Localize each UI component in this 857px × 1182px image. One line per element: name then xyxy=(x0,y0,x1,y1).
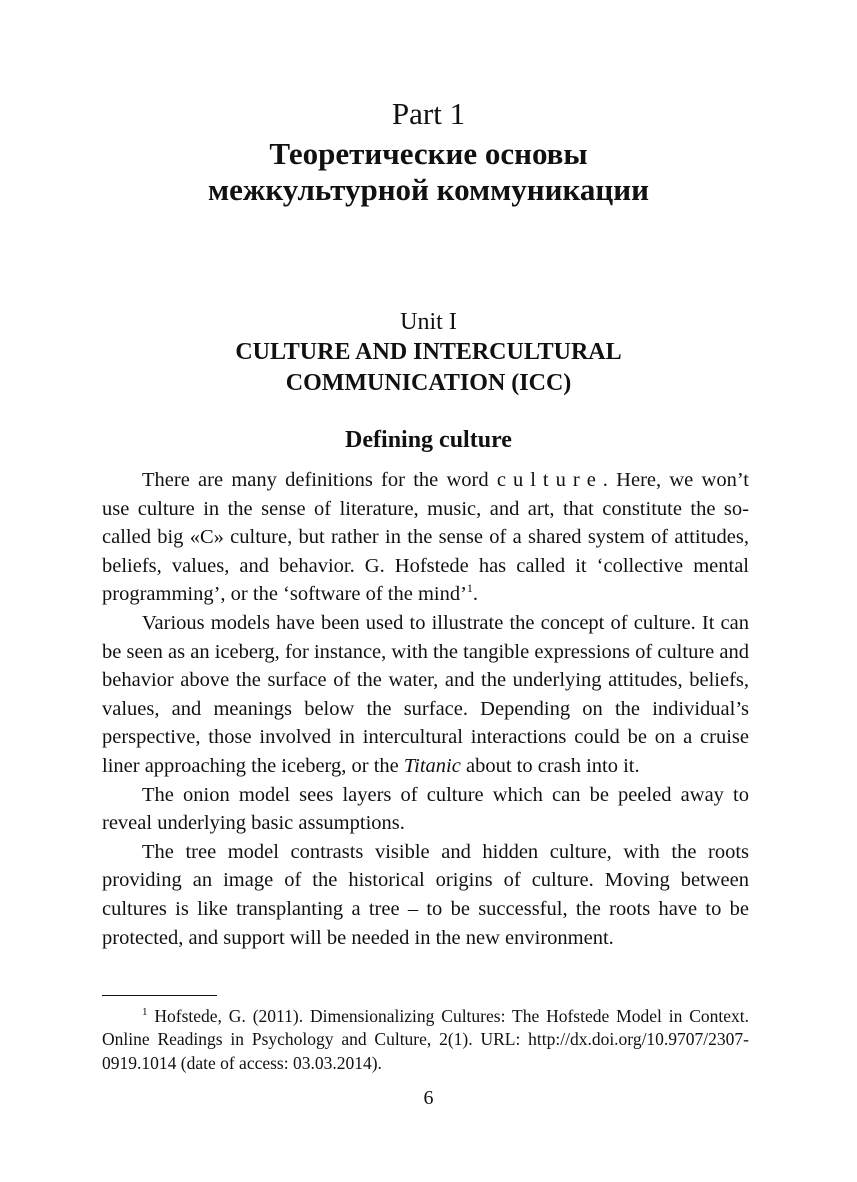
paragraph-1-end: . xyxy=(472,583,479,606)
section-title: Defining culture xyxy=(345,427,512,453)
paragraph-4: The tree model contrasts visible and hidden culture, with the roots providing an image of the historical origins of culture. Moving between cultures is like transplanting a tree – to be successful, the roots have to be protected, and support will be needed in the new environment. xyxy=(102,840,749,949)
page-number: 6 xyxy=(423,1087,434,1109)
unit-title-line-2: COMMUNICATION (ICC) xyxy=(285,370,572,396)
part-title-line-1: Теоретические основы xyxy=(269,136,588,171)
italic-title: Titanic xyxy=(403,754,461,777)
paragraph-1-start: There are many definitions for the word xyxy=(142,469,497,491)
paragraph-3: The onion model sees layers of culture which can be peeled away to reveal underlying basic assumptions. xyxy=(102,783,749,835)
unit-title xyxy=(0,337,857,399)
body-text xyxy=(102,466,749,952)
footnote-reference: 1 xyxy=(466,581,473,596)
part-title xyxy=(0,136,857,208)
spaced-term: culture xyxy=(496,469,603,491)
footnote-marker: 1 xyxy=(142,1006,148,1019)
unit-title-line-1: CULTURE AND INTERCULTURAL xyxy=(235,339,622,365)
part-label: Part 1 xyxy=(391,96,466,131)
paragraph-2-start: Various models have been used to illustrate the concept of culture. It can be seen as an iceberg, for instance, with the tangible expressions of culture and behavior above the surface of the water, and the underlying attitudes, beliefs, values, and meanings below the surface. Depending on the individual’s perspective, those involved in intercultural interactions could be on a cruise liner approaching the iceberg, or the xyxy=(102,611,749,777)
footnote xyxy=(102,1005,749,1075)
paragraph-1-middle: . Here, we won’t use culture in the sense of literature, music, and art, that constitute the so-called big «C» culture, but rather in the sense of a shared system of attitudes, beliefs, values, and behavior. G. Hofstede has called it ‘collective mental programming’, or the ‘software of the mind’ xyxy=(102,469,749,606)
part-title-line-2: межкультурной коммуникации xyxy=(208,172,649,207)
paragraph-1 xyxy=(102,466,749,609)
paragraph-2 xyxy=(102,609,749,781)
unit-label: Unit I xyxy=(400,309,457,335)
footnote-divider xyxy=(102,995,217,996)
paragraph-2-end: about to crash into it. xyxy=(460,754,640,777)
footnote-text: Hofstede, G. (2011). Dimensionalizing Cultures: The Hofstede Model in Context. Online Readings in Psychology and Culture, 2(1). URL: http://dx.doi.org/10.9707/2307-0919.1014 (date of access: 03.03.2014). xyxy=(102,1006,749,1073)
